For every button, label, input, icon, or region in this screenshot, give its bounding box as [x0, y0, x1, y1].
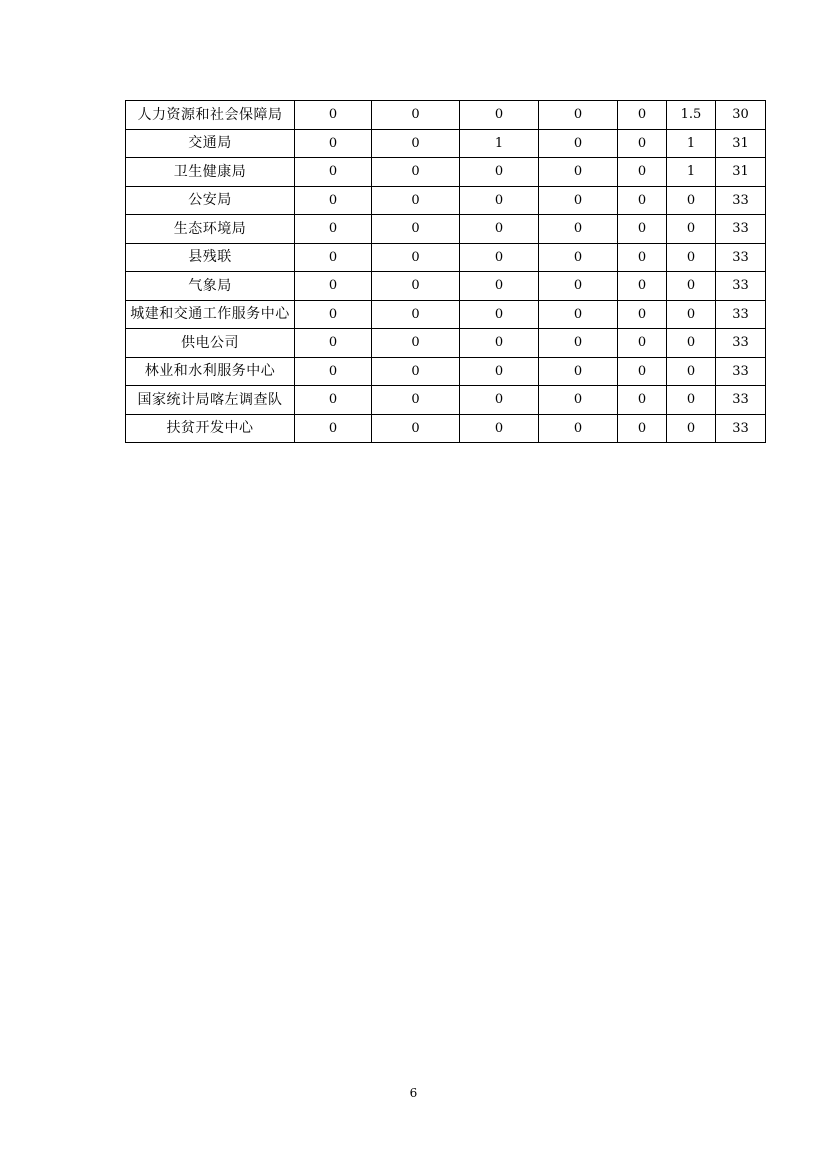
value-cell: 0: [372, 101, 460, 130]
value-cell: 0: [372, 215, 460, 244]
department-name-cell: 卫生健康局: [126, 158, 295, 187]
value-cell: 0: [539, 300, 618, 329]
department-name-cell: 气象局: [126, 272, 295, 301]
value-cell: 1: [667, 158, 716, 187]
value-cell: 1: [667, 129, 716, 158]
value-cell: 0: [295, 300, 372, 329]
table-row: [126, 158, 766, 187]
value-cell: 0: [460, 414, 539, 443]
table-row: [126, 272, 766, 301]
value-cell: 1: [460, 129, 539, 158]
value-cell: 0: [372, 186, 460, 215]
value-cell: 33: [716, 357, 766, 386]
value-cell: 0: [295, 243, 372, 272]
value-cell: 0: [539, 329, 618, 358]
value-cell: 0: [295, 215, 372, 244]
value-cell: 0: [539, 186, 618, 215]
value-cell: 0: [667, 414, 716, 443]
department-name-cell: 生态环境局: [126, 215, 295, 244]
value-cell: 0: [539, 101, 618, 130]
value-cell: 0: [667, 329, 716, 358]
value-cell: 0: [618, 329, 667, 358]
value-cell: 0: [460, 215, 539, 244]
table-row: [126, 215, 766, 244]
table-row: [126, 101, 766, 130]
value-cell: 0: [539, 357, 618, 386]
department-name-cell: 林业和水利服务中心: [126, 357, 295, 386]
value-cell: 31: [716, 129, 766, 158]
value-cell: 0: [460, 243, 539, 272]
value-cell: 0: [667, 386, 716, 415]
value-cell: 0: [372, 414, 460, 443]
value-cell: 0: [667, 272, 716, 301]
value-cell: 0: [295, 357, 372, 386]
value-cell: 0: [667, 186, 716, 215]
value-cell: 0: [295, 329, 372, 358]
value-cell: 0: [460, 300, 539, 329]
table-row: [126, 414, 766, 443]
value-cell: 0: [618, 386, 667, 415]
value-cell: 0: [618, 300, 667, 329]
value-cell: 0: [539, 129, 618, 158]
value-cell: 0: [295, 414, 372, 443]
table-row: [126, 386, 766, 415]
department-name-cell: 县残联: [126, 243, 295, 272]
table-body: [126, 101, 766, 443]
value-cell: 0: [539, 243, 618, 272]
value-cell: 0: [618, 101, 667, 130]
value-cell: 0: [295, 158, 372, 187]
department-name-cell: 城建和交通工作服务中心: [126, 300, 295, 329]
value-cell: 0: [460, 186, 539, 215]
value-cell: 33: [716, 414, 766, 443]
value-cell: 0: [618, 243, 667, 272]
value-cell: 0: [372, 158, 460, 187]
value-cell: 0: [618, 158, 667, 187]
table-row: [126, 300, 766, 329]
value-cell: 0: [667, 243, 716, 272]
department-name-cell: 扶贫开发中心: [126, 414, 295, 443]
value-cell: 0: [539, 215, 618, 244]
value-cell: 0: [618, 357, 667, 386]
value-cell: 0: [372, 357, 460, 386]
table-row: [126, 129, 766, 158]
table-row: [126, 329, 766, 358]
table-row: [126, 186, 766, 215]
value-cell: 33: [716, 300, 766, 329]
department-name-cell: 公安局: [126, 186, 295, 215]
value-cell: 0: [372, 300, 460, 329]
value-cell: 0: [372, 129, 460, 158]
value-cell: 0: [460, 329, 539, 358]
department-name-cell: 供电公司: [126, 329, 295, 358]
value-cell: 0: [460, 158, 539, 187]
value-cell: 0: [372, 272, 460, 301]
value-cell: 0: [667, 357, 716, 386]
value-cell: 0: [460, 272, 539, 301]
value-cell: 33: [716, 329, 766, 358]
value-cell: 0: [295, 272, 372, 301]
value-cell: 0: [539, 386, 618, 415]
value-cell: 1.5: [667, 101, 716, 130]
value-cell: 0: [460, 101, 539, 130]
score-table: [125, 100, 766, 443]
value-cell: 0: [539, 414, 618, 443]
value-cell: 0: [667, 300, 716, 329]
value-cell: 0: [295, 101, 372, 130]
value-cell: 0: [295, 129, 372, 158]
value-cell: 0: [460, 357, 539, 386]
value-cell: 30: [716, 101, 766, 130]
value-cell: 0: [460, 386, 539, 415]
value-cell: 31: [716, 158, 766, 187]
value-cell: 0: [372, 386, 460, 415]
value-cell: 0: [372, 243, 460, 272]
value-cell: 0: [618, 272, 667, 301]
department-name-cell: 交通局: [126, 129, 295, 158]
value-cell: 0: [539, 272, 618, 301]
value-cell: 33: [716, 243, 766, 272]
value-cell: 0: [618, 414, 667, 443]
value-cell: 33: [716, 272, 766, 301]
value-cell: 33: [716, 386, 766, 415]
value-cell: 0: [372, 329, 460, 358]
department-name-cell: 国家统计局喀左调查队: [126, 386, 295, 415]
department-name-cell: 人力资源和社会保障局: [126, 101, 295, 130]
page-number: 6: [409, 1086, 418, 1100]
value-cell: 0: [667, 215, 716, 244]
value-cell: 0: [618, 129, 667, 158]
value-cell: 33: [716, 186, 766, 215]
value-cell: 33: [716, 215, 766, 244]
table-row: [126, 243, 766, 272]
value-cell: 0: [539, 158, 618, 187]
value-cell: 0: [295, 386, 372, 415]
value-cell: 0: [618, 186, 667, 215]
value-cell: 0: [295, 186, 372, 215]
value-cell: 0: [618, 215, 667, 244]
table-row: [126, 357, 766, 386]
